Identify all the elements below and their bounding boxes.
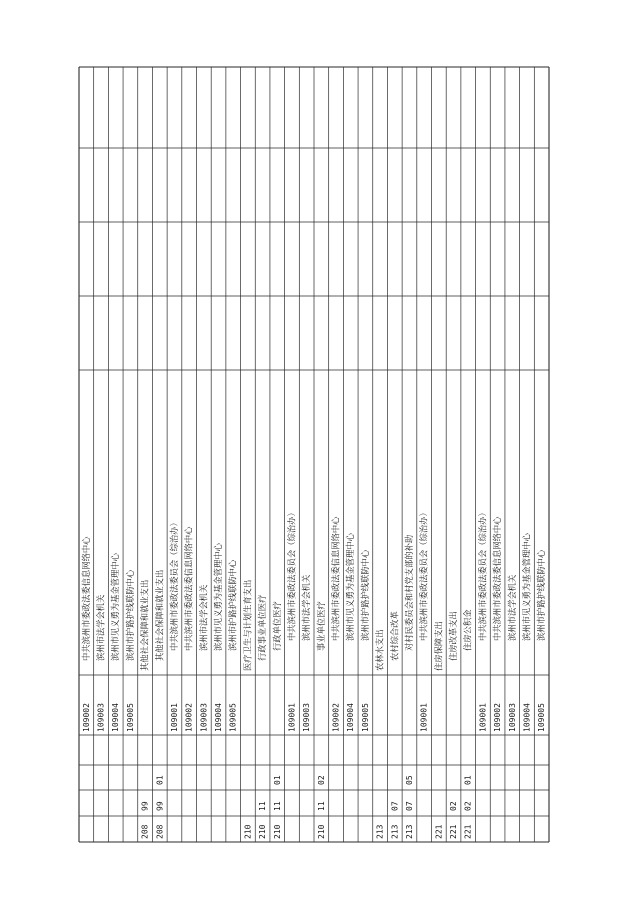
cell-class-code: 210 — [243, 824, 253, 839]
cell-item-name: 中共滨州市委政法委员会（综治办） — [168, 518, 179, 651]
cell-item-name: 中共滨州市委政法委员会（综治办） — [418, 508, 429, 641]
cell-subitem-code: 01 — [155, 775, 165, 785]
cell-unit-code: 109004 — [111, 703, 121, 732]
cell-item-name: 中共滨州市委政法委信息网络中心 — [80, 536, 91, 661]
cell-unit-code: 109002 — [81, 703, 91, 732]
cell-class-code: 210 — [316, 824, 326, 839]
cell-unit-code: 109001 — [169, 703, 179, 732]
cell-item-code: 02 — [463, 801, 473, 811]
cell-class-code: 221 — [449, 824, 459, 839]
cell-unit-code: 109001 — [287, 703, 297, 732]
cell-item-name: 滨州市护路护线联防中心 — [124, 569, 135, 661]
cell-item-name: 滨州市法学会机关 — [506, 574, 517, 641]
cell-item-code: 11 — [316, 801, 326, 811]
cell-unit-code: 109002 — [184, 703, 194, 732]
cell-class-code: 221 — [463, 824, 473, 839]
cell-item-name: 农村综合改革 — [389, 611, 400, 661]
cell-unit-code: 109004 — [522, 703, 532, 732]
cell-item-name: 滨州市见义勇为基金管理中心 — [110, 553, 121, 661]
cell-item-name: 对村民委员会和村党支部的补助 — [403, 534, 414, 651]
cell-item-name: 滨州市见义勇为基金管理中心 — [213, 543, 224, 651]
cell-subitem-code: 01 — [272, 775, 282, 785]
cell-item-code: 02 — [449, 801, 459, 811]
cell-unit-code: 109005 — [228, 703, 238, 732]
cell-item-name: 滨州市法学会机关 — [198, 584, 209, 651]
cell-item-code: 07 — [390, 801, 400, 811]
cell-unit-code: 109002 — [331, 703, 341, 732]
cell-class-code: 221 — [434, 824, 444, 839]
cell-unit-code: 109005 — [537, 703, 547, 732]
cell-unit-code: 109001 — [419, 703, 429, 732]
cell-item-name: 滨州市护路护线联防中心 — [227, 559, 238, 651]
cell-item-name: 医疗卫生与计划生育支出 — [242, 579, 253, 671]
cell-item-name: 中共滨州市委政法委员会（综治办） — [286, 508, 297, 641]
cell-item-name: 滨州市法学会机关 — [95, 594, 106, 661]
cell-item-name: 中共滨州市委政法委信息网络中心 — [330, 516, 341, 641]
cell-unit-code: 109004 — [214, 703, 224, 732]
cell-item-name: 中共滨州市委政法委信息网络中心 — [492, 516, 503, 641]
cell-item-name: 行政事业单位医疗 — [257, 594, 268, 661]
cell-item-name: 中共滨州市委政法委员会（综治办） — [477, 508, 488, 641]
cell-item-code: 07 — [404, 801, 414, 811]
cell-item-code: 99 — [140, 801, 150, 811]
cell-item-name: 滨州市见义勇为基金管理中心 — [521, 533, 532, 641]
cell-unit-code: 109004 — [346, 703, 356, 732]
cell-subitem-code: 05 — [404, 775, 414, 785]
cell-unit-code: 109002 — [493, 703, 503, 732]
cell-subitem-code: 02 — [316, 775, 326, 785]
cell-class-code: 210 — [258, 824, 268, 839]
cell-item-name: 滨州市护路护线联防中心 — [359, 549, 370, 641]
cell-item-code: 11 — [258, 801, 268, 811]
cell-item-code: 99 — [155, 801, 165, 811]
cell-item-name: 中共滨州市委政法委信息网络中心 — [183, 526, 194, 651]
cell-class-code: 208 — [140, 824, 150, 839]
cell-unit-code: 109001 — [478, 703, 488, 732]
cell-item-code: 11 — [272, 801, 282, 811]
cell-item-name: 滨州市见义勇为基金管理中心 — [345, 533, 356, 641]
cell-item-name: 其他社会保障和就业支出 — [139, 579, 150, 671]
cell-item-name: 农林水支出 — [374, 629, 385, 671]
cell-item-name: 滨州市护路护线联防中心 — [536, 549, 547, 641]
cell-item-name: 其他社会保障和就业支出 — [154, 569, 165, 661]
cell-item-name: 住房保障支出 — [433, 621, 444, 671]
cell-unit-code: 109005 — [125, 703, 135, 732]
cell-item-name: 住房改革支出 — [448, 611, 459, 661]
cell-item-name: 滨州市法学会机关 — [301, 574, 312, 641]
cell-unit-code: 109003 — [302, 703, 312, 732]
cell-unit-code: 109005 — [360, 703, 370, 732]
cell-unit-code: 109003 — [507, 703, 517, 732]
cell-subitem-code: 01 — [463, 775, 473, 785]
cell-item-name: 行政单位医疗 — [271, 601, 282, 651]
cell-unit-code: 109003 — [96, 703, 106, 732]
cell-class-code: 208 — [155, 824, 165, 839]
cell-unit-code: 109003 — [199, 703, 209, 732]
cell-class-code: 210 — [272, 824, 282, 839]
cell-item-name: 住房公积金 — [462, 609, 473, 651]
cell-class-code: 213 — [390, 824, 400, 839]
cell-class-code: 213 — [375, 824, 385, 839]
cell-item-name: 事业单位医疗 — [315, 601, 326, 651]
cell-class-code: 213 — [404, 824, 414, 839]
